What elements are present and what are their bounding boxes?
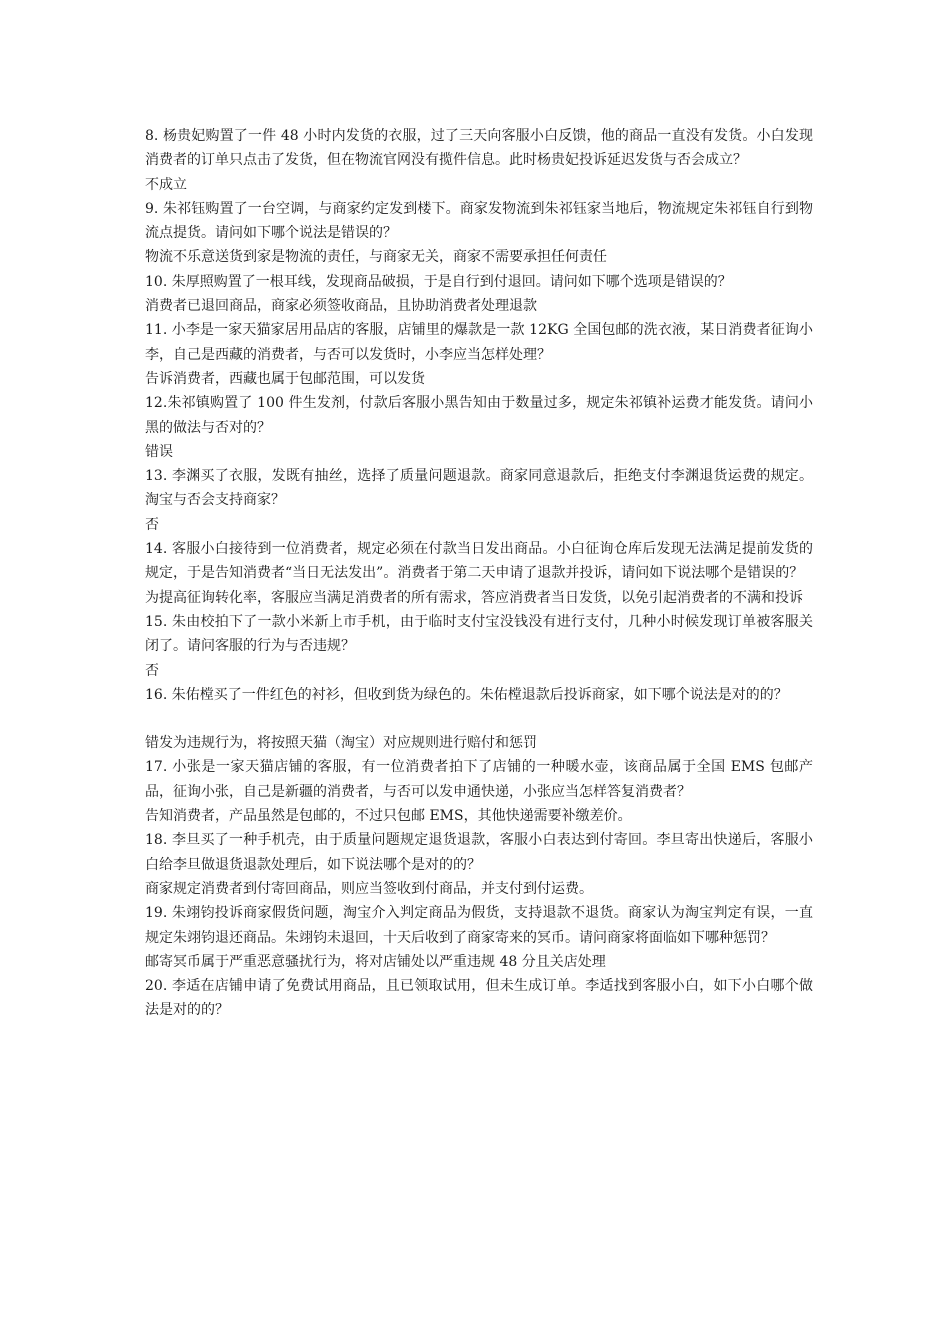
answer-9: 物流不乐意送货到家是物流的责任，与商家无关，商家不需要承担任何责任 bbox=[145, 249, 607, 266]
answer-10: 消费者已退回商品，商家必须签收商品，且协助消费者处理退款 bbox=[145, 298, 537, 315]
answer-13: 否 bbox=[145, 516, 159, 533]
question-9: 9. 朱祁钰购置了一台空调，与商家约定发到楼下。商家发物流到朱祁钰家当地后，物流规定朱祁钰自行到物流点提货。请问如下哪个说法是错误的？ bbox=[145, 200, 813, 242]
question-14: 14. 客服小白接待到一位消费者，规定必须在付款当日发出商品。小白征询仓库后发现无法满足提前发货的规定，于是告知消费者“当日无法发出”。消费者于第二天申请了退款并投诉，请问如下说法哪个是错误的？ bbox=[145, 541, 813, 582]
answer-19: 邮寄冥币属于严重恶意骚扰行为，将对店铺处以严重违规 48 分且关店处理 bbox=[145, 953, 606, 970]
answer-18: 商家规定消费者到付寄回商品，则应当签收到付商品，并支付到付运费。 bbox=[145, 880, 593, 897]
question-17: 17. 小张是一家天猫店铺的客服，有一位消费者拍下了店铺的一种暖水壶，该商品属于全国 EMS 包邮产品，征询小张，自己是新疆的消费者，与否可以发申通快递，小张应当怎样答复消费者？ bbox=[145, 759, 813, 800]
question-19: 19. 朱翊钧投诉商家假货问题，淘宝介入判定商品为假货，支持退款不退货。商家认为淘宝判定有误，一直规定朱翊钧退还商品。朱翊钧未退回，十天后收到了商家寄来的冥币。请问商家将面临如下哪种惩罚？ bbox=[145, 905, 813, 946]
question-20: 20. 李适在店铺申请了免费试用商品，且已领取试用，但未生成订单。李适找到客服小白，如下小白哪个做法是对的的？ bbox=[145, 978, 813, 1019]
answer-11: 告诉消费者，西藏也属于包邮范围，可以发货 bbox=[145, 370, 425, 387]
answer-16: 错发为违规行为，将按照天猫（淘宝）对应规则进行赔付和惩罚 bbox=[145, 735, 537, 752]
answer-8: 不成立 bbox=[145, 176, 187, 193]
question-11: 11. 小李是一家天猫家居用品店的客服，店铺里的爆款是一款 12KG 全国包邮的洗衣液，某日消费者征询小李，自己是西藏的消费者，与否可以发货时，小李应当怎样处理？ bbox=[145, 322, 813, 363]
question-8: 8. 杨贵妃购置了一件 48 小时内发货的衣服，过了三天向客服小白反馈，他的商品一直没有发货。小白发现消费者的订单只点击了发货，但在物流官网没有揽件信息。此时杨贵妃投诉延迟发货与否会成立？ bbox=[145, 128, 813, 169]
question-13: 13. 李渊买了衣服，发既有抽丝，选择了质量问题退款。商家同意退款后，拒绝支付李渊退货运费的规定。淘宝与否会支持商家？ bbox=[145, 468, 813, 509]
question-15: 15. 朱由校拍下了一款小米新上市手机，由于临时支付宝没钱没有进行支付，几种小时候发现订单被客服关闭了。请问客服的行为与否违规？ bbox=[145, 613, 813, 655]
question-16: 16. 朱佑樘买了一件红色的衬衫，但收到货为绿色的。朱佑樘退款后投诉商家，如下哪个说法是对的的？ bbox=[145, 686, 788, 703]
question-10: 10. 朱厚照购置了一根耳线，发现商品破损，于是自行到付退回。请问如下哪个选项是错误的？ bbox=[145, 273, 732, 290]
answer-12: 错误 bbox=[145, 443, 173, 460]
question-12: 12.朱祁镇购置了 100 件生发剂，付款后客服小黑告知由于数量过多，规定朱祁镇补运费才能发货。请问小黑的做法与否对的？ bbox=[145, 395, 813, 436]
question-18: 18. 李旦买了一种手机壳，由于质量问题规定退货退款，客服小白表达到付寄回。李旦寄出快递后，客服小白给李旦做退货退款处理后，如下说法哪个是对的的？ bbox=[145, 832, 813, 873]
blank-line bbox=[145, 707, 813, 731]
answer-14: 为提高征询转化率，客服应当满足消费者的所有需求，答应消费者当日发货，以免引起消费者的不满和投诉 bbox=[145, 589, 803, 606]
answer-15: 否 bbox=[145, 662, 159, 679]
answer-17: 告知消费者，产品虽然是包邮的，不过只包邮 EMS，其他快递需要补缴差价。 bbox=[145, 808, 632, 825]
document-body bbox=[145, 124, 813, 1023]
